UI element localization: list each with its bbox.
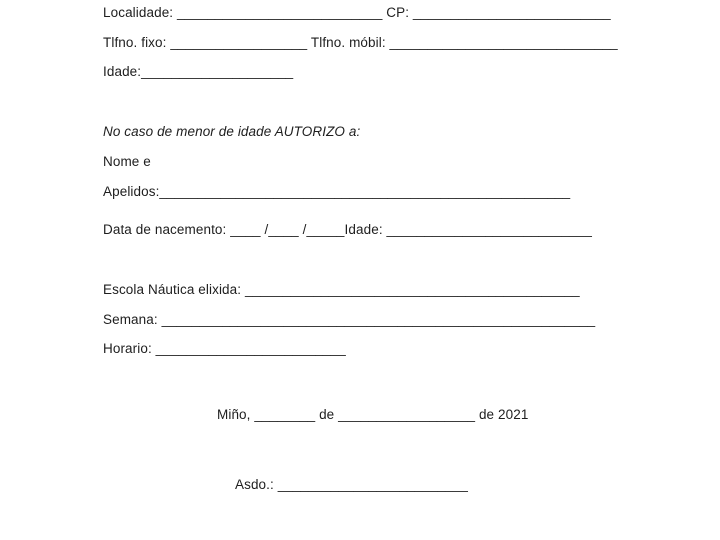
signature-line: Asdo.: _________________________: [235, 477, 468, 492]
field-line-horario: Horario: _________________________: [103, 341, 346, 356]
field-line-idade: Idade:____________________: [103, 64, 294, 79]
field-line-apelidos: Apelidos:______________________________________________________: [103, 184, 571, 199]
field-line-escola-nautica: Escola Náutica elixida: ____________________________________________: [103, 282, 580, 297]
field-line-data-nacemento-idade: Data de nacemento: ____ /____ /_____Idade: ___________________________: [103, 222, 592, 237]
authorization-statement: No caso de menor de idade AUTORIZO a:: [103, 124, 361, 139]
field-line-localidade-cp: Localidade: ___________________________ CP: __________________________: [103, 5, 611, 20]
field-label-nome-e: Nome e: [103, 154, 151, 169]
field-line-semana: Semana: _________________________________________________________: [103, 312, 596, 327]
field-line-tlfno-fixo-mobil: Tlfno. fixo: __________________ Tlfno. móbil: ______________________________: [103, 35, 618, 50]
place-and-date-line: Miño, ________ de __________________ de 2021: [217, 407, 529, 422]
